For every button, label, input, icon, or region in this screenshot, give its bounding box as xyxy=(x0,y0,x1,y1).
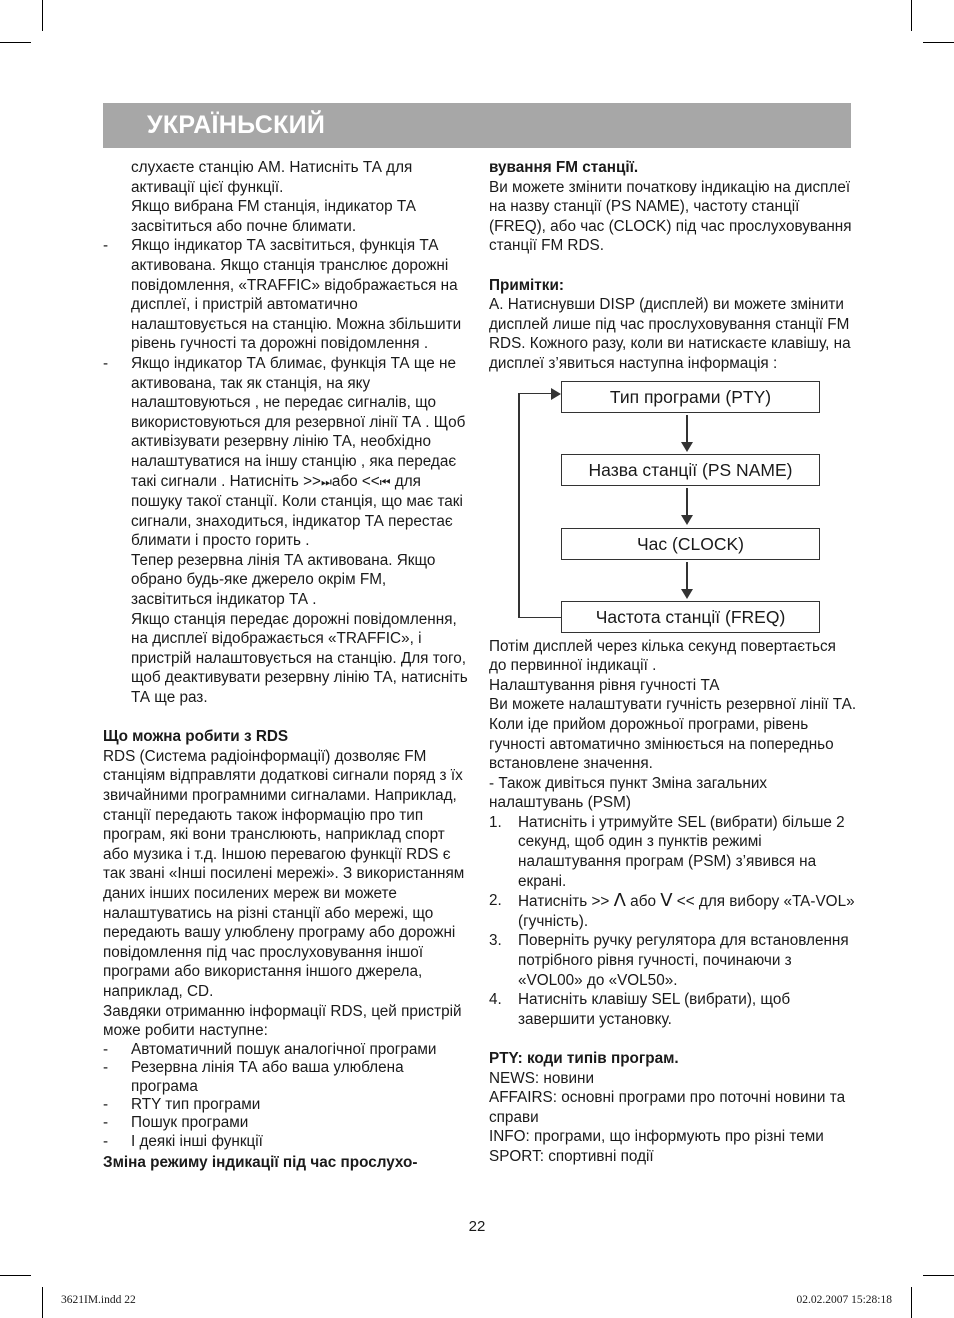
list-item xyxy=(103,354,468,551)
list-marker: - xyxy=(103,1114,109,1132)
paragraph: Потім дисплей через кілька секунд повертається до первинної індикації . xyxy=(489,637,836,675)
paragraph: Якщо станція передає дорожні повідомлення, на дисплеї відображається «TRAFFIC», і пристрій налаштовується на станцію. Для того, щоб деактивувати резервну лінію ТА, натисніть ТА ще раз. xyxy=(131,610,468,707)
step-number: 3. xyxy=(489,932,502,950)
paragraph: Ви можете налаштувати гучність резервної лінії ТА. Коли іде прийом дорожньої програми, рівень гучності автоматично змінюється на попередньо встановлене значення. xyxy=(489,696,857,773)
print-slug-date: 02.02.2007 15:28:18 xyxy=(796,1294,892,1306)
paragraph: RDS (Система радіоінформації) дозволяє FM станціям відправляти додаткові сигнали поряд з їх звичайними програмними сигналами. Наприклад, станції передають також інформацію про тип програм, які вони транслюють, наприклад спорт або музика і т.д. Іншою перевагою функції RDS є так звані «Інші посилені мережі». З використанням даних інших посилених мереж ви можете налаштуватись на різні станції або мережі, що передають вашу улюблену програму або дорожні повідомлення під час прослуховування іншої програми або використання іншого джерела, наприклад, CD. xyxy=(103,747,465,1000)
list-item-text: Резервна лінія ТА або ваша улюблена програма xyxy=(131,1059,404,1095)
list-marker: - xyxy=(103,1059,109,1077)
paragraph: - Також дивіться пункт Зміна загальних налаштувань (PSM) xyxy=(489,774,768,812)
pty-entry xyxy=(489,1088,857,1127)
paragraph: Завдяки отриманню інформації RDS, цей пристрій може робити наступне: xyxy=(103,1002,462,1040)
skip-previous-icon: ⏮ xyxy=(379,474,391,489)
list-marker: - xyxy=(103,1132,109,1150)
step-text: Натисніть і утримуйте SEL (вибрати) більше 2 секунд, щоб один з пунктів режимі налаштування програм (PSM) з’явився на екрані. xyxy=(518,813,845,890)
paragraph: слухаєте станцію АМ. Натисніть ТА для активації цієї функції. xyxy=(131,159,413,196)
paragraph: А. Натиснувши DISP (дисплей) ви можете змінити дисплей лише під час прослуховування станції FM RDS. Кожного разу, коли ви натискаєте клавішу, на дисплеї з’явиться наступна інформація : xyxy=(489,296,851,372)
pty-entry xyxy=(489,1147,857,1167)
language-title: УКРАЇНЬСКИЙ xyxy=(147,111,326,139)
list-item-text: І деякі інші функції xyxy=(131,1132,263,1150)
step-number: 1. xyxy=(489,813,502,831)
step-number: 2. xyxy=(489,892,502,910)
paragraph: Налаштування рівня гучності ТА xyxy=(489,676,720,694)
list-item xyxy=(103,1096,468,1114)
list-item-text: або << xyxy=(331,472,380,490)
down-arrow xyxy=(686,488,688,516)
left-column xyxy=(103,158,468,1173)
paragraph: Ви можете змінити початкову індикацію на дисплеї на назву станції (PS NAME), частоту станції (FREQ), або час (CLOCK) під час прослуховування станції FM RDS. xyxy=(489,178,852,255)
list-item-text: RTY тип програми xyxy=(131,1095,261,1113)
step-item xyxy=(489,891,857,931)
list-marker: - xyxy=(103,1040,109,1058)
step-item xyxy=(489,813,857,891)
list-marker: - xyxy=(103,354,109,372)
pty-entry xyxy=(489,1069,857,1089)
step-text: Поверніть ручку регулятора для встановлення потрібного рівня гучності, починаючи з «VOL00» до «VOL50». xyxy=(518,932,849,989)
pty-desc: : програми, що інформують про різні теми xyxy=(525,1128,824,1146)
down-arrow xyxy=(686,415,688,443)
paragraph: Якщо вибрана FM станція, індикатор ТА засвітиться або почне блимати. xyxy=(131,198,416,235)
down-arrow xyxy=(681,515,693,525)
list-item xyxy=(103,236,468,354)
diagram-box-freq: Частота станції (FREQ) xyxy=(561,601,820,633)
list-marker: - xyxy=(103,1095,109,1113)
pty-code: AFFAIRS xyxy=(489,1089,553,1107)
section-heading: Що можна робити з RDS xyxy=(103,728,289,746)
down-arrow xyxy=(681,589,693,599)
page-number: 22 xyxy=(468,1218,486,1235)
list-item-text: Якщо індикатор ТА засвітиться, функція ТА активована. Якщо станція транслює дорожні повідомлення, «TRAFFIC» відображається на дисплеї, і пристрій автоматично налаштовується на станцію. Можна збільшити рівень гучності та дорожні повідомлення . xyxy=(131,237,462,353)
step-item xyxy=(489,931,857,990)
diagram-box-ps-name: Назва станції (PS NAME) xyxy=(561,454,820,486)
list-item xyxy=(103,1114,468,1132)
crop-mark xyxy=(911,0,912,31)
down-arrow-icon: V xyxy=(660,890,673,912)
step-text: Натисніть клавішу SEL (вибрати), щоб завершити установку. xyxy=(518,991,791,1028)
print-slug-file: 3621IM.indd 22 xyxy=(61,1294,136,1306)
step-number: 4. xyxy=(489,991,502,1009)
crop-mark xyxy=(923,1275,954,1276)
rds-feature-list xyxy=(103,1041,468,1151)
list-item xyxy=(103,1041,468,1059)
right-column xyxy=(489,158,857,1167)
list-item-text: Автоматичний пошук аналогічної програми xyxy=(131,1040,437,1058)
feedback-loop-arrow xyxy=(551,388,561,400)
pty-code: INFO xyxy=(489,1128,526,1146)
list-marker: - xyxy=(103,237,109,255)
list-item-text: для пошуку такої станції. Коли станція, що має такі сигнали, знаходиться, індикатор ТА перестає блимати і просто горить . xyxy=(131,472,463,550)
diagram-box-clock: Час (CLOCK) xyxy=(561,528,820,560)
section-heading: Зміна режиму індикації під час прослухо- xyxy=(103,1154,418,1172)
step-item xyxy=(489,990,857,1029)
crop-mark xyxy=(42,1287,43,1318)
section-heading: PTY: коди типів програм. xyxy=(489,1050,679,1067)
crop-mark xyxy=(42,0,43,31)
list-item-text: Пошук програми xyxy=(131,1114,249,1132)
pty-desc: : основні програми про поточні новини та справи xyxy=(489,1089,846,1126)
down-arrow xyxy=(686,562,688,590)
section-heading: Примітки: xyxy=(489,276,564,294)
pty-entry xyxy=(489,1127,857,1147)
display-cycle-diagram xyxy=(489,381,857,634)
list-item xyxy=(103,1133,468,1151)
skip-next-icon: ⏭ xyxy=(321,474,332,489)
crop-mark xyxy=(911,1287,912,1318)
list-item-text: Якщо індикатор ТА блимає, функція ТА ще не активована, так як станція, на яку налаштовуються , не передає сигналів, що використовуються для резервної лінії ТА . Щоб активізувати резервну лінію ТА, необхідно налаштуватися на іншу станцію , яка передає такі сигнали . Натисніть >> xyxy=(131,354,466,490)
feedback-loop-line xyxy=(518,393,520,618)
step-text: Натисніть >> xyxy=(518,893,614,911)
language-header-bar xyxy=(103,103,851,148)
paragraph: Тепер резервна лінія ТА активована. Якщо обрано будь-яке джерело окрім FM, засвітиться індикатор ТА . xyxy=(131,551,436,609)
crop-mark xyxy=(0,1275,31,1276)
step-text: або xyxy=(625,893,661,911)
feedback-loop-line xyxy=(518,617,561,619)
diagram-box-pty: Тип програми (PTY) xyxy=(561,381,820,413)
crop-mark xyxy=(923,42,954,43)
up-arrow-icon: Λ xyxy=(613,890,626,912)
step-text: << для вибору «TA-VOL» (гучність). xyxy=(518,893,855,930)
list-item xyxy=(103,1059,468,1096)
pty-code: SPORT xyxy=(489,1147,540,1165)
section-heading: вування FM станції. xyxy=(489,159,639,176)
crop-mark xyxy=(0,42,31,43)
pty-code: NEWS xyxy=(489,1069,535,1087)
feedback-loop-line xyxy=(518,393,552,395)
pty-desc: : новини xyxy=(534,1069,595,1087)
down-arrow xyxy=(681,442,693,452)
pty-desc: : спортивні події xyxy=(539,1147,654,1165)
